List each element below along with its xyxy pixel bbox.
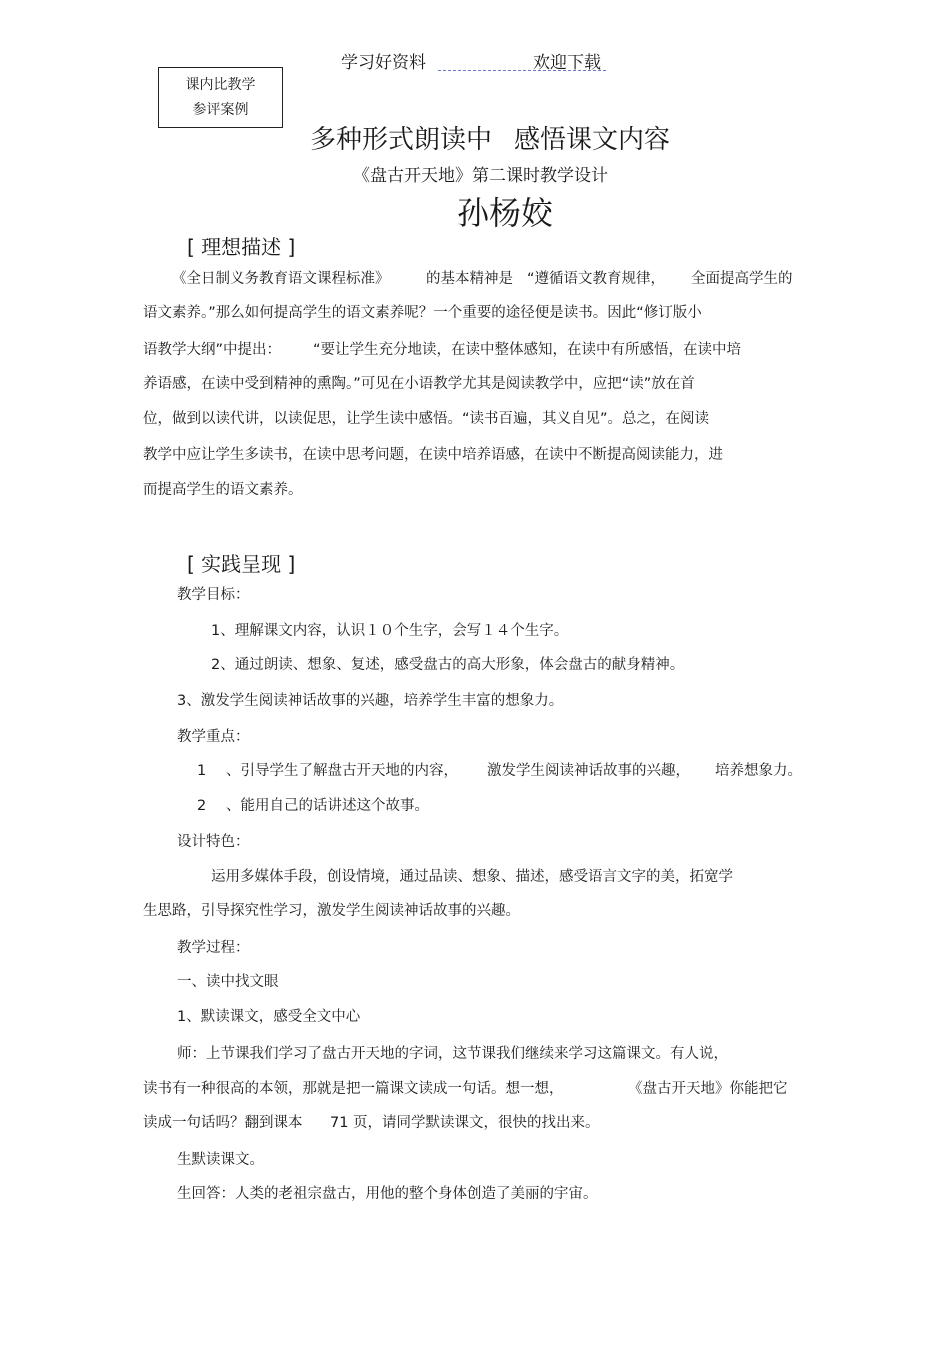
ideal-line-1d: 全面提高学生的: [691, 271, 793, 287]
ideal-line-4: 养语感，在读中受到精神的熏陶。”可见在小语教学尤其是阅读教学中，应把“读”放在首: [143, 376, 695, 392]
goals-label: 教学目标：: [177, 587, 250, 603]
section-heading-ideal: [ 理想描述 ]: [187, 235, 296, 259]
focus-1a: 、引导学生了解盘古开天地的内容，: [226, 763, 458, 779]
title-part-2: 感悟课文内容: [514, 125, 671, 155]
goal-1: 1、理解课文内容，认识１０个生字，会写１４个生字。: [211, 623, 569, 639]
focus-1c: 培养想象力。: [715, 763, 802, 779]
page-subtitle: 《盘古开天地》第二课时教学设计: [353, 166, 608, 186]
feature-line-1: 运用多媒体手段，创设情境，通过品读、想象、描述，感受语言文字的美，拓宽学: [211, 869, 733, 885]
focus-2: 、能用自己的话讲述这个故事。: [226, 798, 429, 814]
competition-label-box: [158, 67, 283, 128]
focus-2-number: 2: [197, 798, 207, 814]
student-line-2: 生回答：人类的老祖宗盘古，用他的整个身体创造了美丽的宇宙。: [177, 1186, 598, 1202]
teacher-line-3a: 读成一句话吗？翻到课本: [143, 1115, 303, 1131]
process-step-1: 一、读中找文眼: [177, 974, 279, 990]
box-line-1: 课内比教学: [185, 77, 256, 93]
feature-label: 设计特色：: [177, 834, 250, 850]
focus-label: 教学重点：: [177, 729, 250, 745]
teacher-line-1: 师：上节课我们学习了盘古开天地的字词，这节课我们继续来学习这篇课文。有人说，: [177, 1046, 728, 1062]
focus-1b: 激发学生阅读神话故事的兴趣，: [487, 763, 690, 779]
ideal-line-1b: 的基本精神是: [426, 271, 513, 287]
process-label: 教学过程：: [177, 940, 250, 956]
teacher-line-2a: 读书有一种很高的本领，那就是把一篇课文读成一句话。想一想，: [143, 1081, 564, 1097]
ideal-line-6: 教学中应让学生多读书，在读中思考问题，在读中培养语感，在读中不断提高阅读能力，进: [143, 447, 723, 463]
feature-line-2: 生思路，引导探究性学习，激发学生阅读神话故事的兴趣。: [143, 903, 520, 919]
teacher-line-2b: 《盘古开天地》你能把它: [628, 1081, 788, 1097]
teacher-line-3b: 71 页，请同学默读课文，很快的找出来。: [330, 1115, 600, 1131]
ideal-line-7: 而提高学生的语文素养。: [143, 482, 303, 498]
goal-2: 2、通过朗读、想象、复述，感受盘古的高大形象，体会盘古的献身精神。: [211, 657, 685, 673]
header-divider: [438, 70, 606, 71]
ideal-line-3b: “要让学生充分地读，在读中整体感知，在读中有所感悟，在读中培: [313, 342, 742, 358]
page-title: [310, 119, 670, 156]
ideal-line-1c: “遵循语文教育规律，: [527, 271, 666, 287]
ideal-line-3a: 语教学大纲”中提出：: [143, 342, 282, 358]
process-step-1-1: 1、默读课文，感受全文中心: [177, 1009, 361, 1025]
title-part-1: 多种形式朗读中: [310, 125, 493, 155]
ideal-line-5: 位，做到以读代讲，以读促思，让学生读中感悟。“读书百遍，其义自见”。总之，在阅读: [143, 411, 710, 427]
ideal-line-2: 语文素养。”那么如何提高学生的语文素养呢？一个重要的途径便是读书。因此“修订版小: [143, 305, 702, 321]
header-left-text: 学习好资料: [341, 53, 426, 73]
author-name: 孙杨姣: [457, 194, 554, 232]
student-line-1: 生默读课文。: [177, 1152, 264, 1168]
header-right-text: 欢迎下载: [533, 53, 601, 73]
section-heading-practice: [ 实践呈现 ]: [187, 552, 296, 576]
goal-3: 3、激发学生阅读神话故事的兴趣，培养学生丰富的想象力。: [177, 693, 564, 709]
box-line-2: 参评案例: [192, 102, 249, 118]
focus-1-number: 1: [197, 763, 207, 779]
ideal-line-1a: 《全日制义务教育语文课程标准》: [172, 271, 390, 287]
